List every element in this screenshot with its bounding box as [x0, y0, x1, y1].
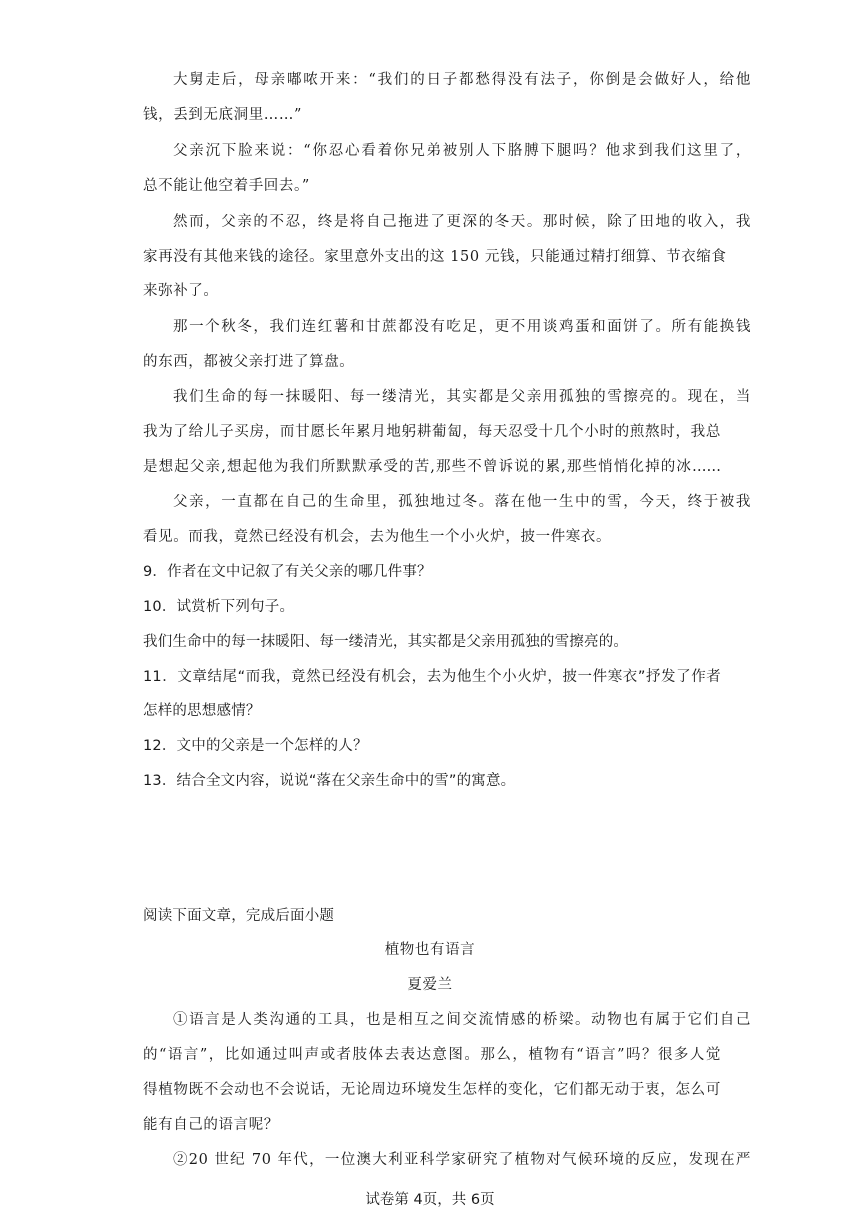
question-10: 10．试赏析下列句子。: [143, 599, 295, 615]
passage1-paragraph5-line2: 我为了给儿子买房，而甘愿长年累月地躬耕葡匐，每天忍受十几个小时的煎熬时，我总: [143, 424, 721, 440]
passage2-paragraph2-line1: ②20 世纪 70 年代，一位澳大利亚科学家研究了植物对气候环境的反应，发现在严: [173, 1152, 751, 1168]
question-11-line2: 怎样的思想感情？: [143, 703, 261, 719]
passage1-paragraph3-line3: 来弥补了。: [143, 283, 219, 299]
passage1-paragraph6-line1: 父亲，一直都在自己的生命里，孤独地过冬。落在他一生中的雪，今天，终于被我: [173, 494, 751, 510]
passage2-title: 植物也有语言: [384, 942, 476, 958]
question-9: 9．作者在文中记叙了有关父亲的哪几件事？: [143, 564, 432, 580]
passage1-paragraph3-line1: 然而，父亲的不忍，终是将自己拖进了更深的冬天。那时候，除了田地的收入，我: [173, 214, 751, 230]
question-13: 13．结合全文内容，说说“落在父亲生命中的雪”的寓意。: [143, 773, 516, 789]
passage1-paragraph2-line2: 总不能让他空着手回去。”: [143, 178, 310, 194]
passage1-paragraph5-line3: 是想起父亲,想起他为我们所默默承受的苦,那些不曾诉说的累,那些悄悄化掉的冰……: [143, 459, 721, 475]
passage1-paragraph2-line1: 父亲沉下脸来说：“你忍心看着你兄弟被别人下胳膊下腿吗？他求到我们这里了，: [173, 143, 751, 159]
passage2-paragraph1-line1: ①语言是人类沟通的工具，也是相互之间交流情感的桥梁。动物也有属于它们自己: [173, 1012, 751, 1028]
question-11-line1: 11．文章结尾“而我，竟然已经没有机会，去为他生个小火炉，披一件寒衣”抒发了作者: [143, 669, 721, 685]
passage2-paragraph1-line4: 能有自己的语言呢？: [143, 1117, 279, 1133]
passage1-paragraph1-line1: 大舅走后，母亲嘟哝开来：“我们的日子都愁得没有法子，你倒是会做好人，给他: [173, 72, 751, 88]
passage1-paragraph4-line2: 的东西，都被父亲打进了算盘。: [143, 354, 355, 370]
passage2-paragraph1-line2: 的“语言”，比如通过叫声或者肢体去表达意图。那么，植物有“语言”吗？很多人觉: [143, 1047, 721, 1063]
passage1-paragraph5-line1: 我们生命的每一抹暖阳、每一缕清光，其实都是父亲用孤独的雪擦亮的。现在，当: [173, 389, 751, 405]
passage1-paragraph4-line1: 那一个秋冬，我们连红薯和甘蔗都没有吃足，更不用谈鸡蛋和面饼了。所有能换钱: [173, 319, 751, 335]
passage2-instruction: 阅读下面文章，完成后面小题: [143, 908, 335, 924]
question-12: 12．文中的父亲是一个怎样的人？: [143, 738, 368, 754]
question-10-quote: 我们生命中的每一抹暖阳、每一缕清光，其实都是父亲用孤独的雪擦亮的。: [143, 634, 629, 650]
passage1-paragraph3-line2: 家再没有其他来钱的途径。家里意外支出的这 150 元钱，只能通过精打细算、节衣缩食: [143, 249, 727, 265]
passage1-paragraph6-line2: 看见。而我，竟然已经没有机会，去为他生一个小火炉，披一件寒衣。: [143, 529, 612, 545]
page-footer: 试卷第 4页，共 6页: [365, 1192, 495, 1208]
passage2-author: 夏爱兰: [407, 977, 453, 993]
passage1-paragraph1-line2: 钱，丢到无底洞里……”: [143, 107, 303, 123]
passage2-paragraph1-line3: 得植物既不会动也不会说话，无论周边环境发生怎样的变化，它们都无动于衷，怎么可: [143, 1082, 721, 1098]
